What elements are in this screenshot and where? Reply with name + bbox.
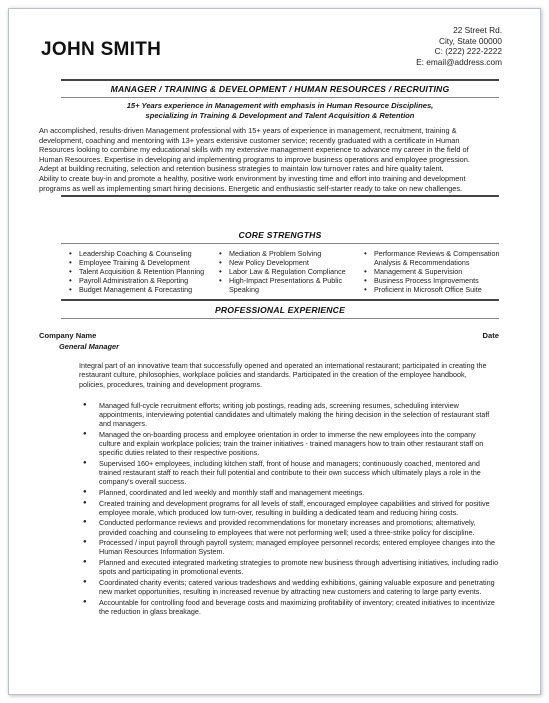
list-item: • Proficient in Microsoft Office Suite (364, 285, 504, 294)
address-line: 22 Street Rd. (453, 25, 502, 35)
list-item: • Budget Management & Forecasting (69, 285, 219, 294)
core-strengths-heading: CORE STRENGTHS (238, 230, 322, 240)
list-item: ● Created training and development programs for all levels of staff, encouraged employee capabilities and strived for positive employee morale, which produced low turn-over, resulting in building a dedicated team and reducing hiring costs. (79, 499, 499, 517)
summary-line: Human Resources. Expertise in developing and implementing programs to improve business operations and employee progression. (39, 154, 470, 164)
strengths-column (364, 249, 504, 294)
divider (61, 318, 499, 319)
summary-paragraph (39, 126, 499, 193)
headline: MANAGER / TRAINING & DEVELOPMENT / HUMAN RESOURCES / RECRUITING (110, 84, 450, 94)
summary-line: programs as well as implementing smart hiring decisions. Energetic and enthusiastic self-starter ready to take on new challenges. (39, 183, 463, 193)
intro-line: Integral part of an innovative team that successfully opened and operated an international restaurant; participated in creating the (79, 361, 487, 370)
divider (61, 97, 499, 98)
list-item: • Performance Reviews & Compensation Analysis & Recommendations (364, 249, 504, 267)
core-strengths-list (69, 249, 509, 294)
list-item: • Talent Acquisition & Retention Planning (69, 267, 219, 276)
list-item: ● Planned, coordinated and led weekly and monthly staff and management meetings. (79, 488, 499, 497)
list-item: • Mediation & Problem Solving (219, 249, 364, 258)
summary-line: Resources looking to combine my educational skills with my extensive management experience to advance my career in the field of (39, 145, 469, 155)
strengths-column (219, 249, 364, 294)
job-intro (79, 361, 499, 389)
list-item: ● Conducted performance reviews and provided recommendations for monetary increases and promotions; alternatively, provided coaching and counseling to employees that were not performing well; used a three-strike policy for discipline. (79, 518, 499, 536)
email-line: E: email@address.com (416, 56, 502, 67)
intro-line: policies, procedures, training and development programs. (79, 379, 262, 389)
duties-list (79, 401, 499, 617)
job-title: General Manager (59, 342, 119, 351)
contact-block (342, 25, 502, 67)
list-item: • Labor Law & Regulation Compliance (219, 267, 364, 276)
list-item: • High-Impact Presentations & Public Speaking (219, 276, 364, 294)
intro-line: restaurant culture, philosophies, workplace policies and standards. Participated in the creation of the employee handbook, (79, 370, 467, 380)
company-name: Company Name (39, 331, 97, 340)
subtitle-line: 15+ Years experience in Management with emphasis in Human Resource Disciplines, (126, 101, 434, 110)
list-item: ● Supervised 160+ employees, including kitchen staff, front of house and managers; continuously coached, mentored and trained restaurant staff to reach their full potential and contribute to their own success which ultimately plays a role in the company's overall success. (79, 459, 499, 487)
divider (61, 243, 499, 244)
strengths-column (69, 249, 219, 294)
list-item: ● Accountable for controlling food and beverage costs and maximizing profitability of inventory; created initiatives to incentivize the reduction in glass breakage. (79, 598, 499, 616)
list-item: • Leadership Coaching & Counseling (69, 249, 219, 258)
summary-line: Ability to create buy-in and promote a healthy, positive work environment by investing time and effort into training and development (39, 173, 466, 183)
summary-line: development, coaching and mentoring with 13+ years extensive customer service; recently graduated with a certificate in Human (39, 135, 460, 145)
divider (61, 79, 499, 81)
summary-line: An accomplished, results-driven Management professional with 15+ years of experience in management, recruitment, training & (39, 126, 457, 135)
list-item: ● Managed full-cycle recruitment efforts; writing job postings, reading ads, screening resumes, scheduling interview appointments, interviewing potential candidates and ultimately making the hiring decision in the selection of restaurant staff and managers. (79, 401, 499, 429)
job-date: Date (482, 331, 499, 340)
list-item: • New Policy Development (219, 258, 364, 267)
subtitle-line: specializing in Training & Development and Talent Acquisition & Retention (145, 111, 415, 121)
professional-experience-heading: PROFESSIONAL EXPERIENCE (214, 305, 346, 315)
resume-page (8, 8, 541, 695)
candidate-name: JOHN SMITH (41, 39, 162, 60)
list-item: ● Processed / input payroll through payroll system; managed employee personnel records; entered employee changes into the Human Resources Information System. (79, 538, 499, 556)
list-item: ● Managed the on-boarding process and employee orientation in order to immerse the new employees into the company culture and explain workplace policies; train the trainer initiatives - trained managers how to train other restaurant staff on specific duties related to their respective positions. (79, 430, 499, 458)
summary-line: Adept at building recruiting, selection and retention business strategies to maintain low turnover rates and hire quality talent. (39, 164, 444, 174)
phone-line: C: (222) 222-2222 (434, 46, 502, 57)
divider (61, 299, 499, 301)
job-header (39, 331, 499, 340)
city-line: City, State 00000 (438, 35, 502, 46)
list-item: ● Planned and executed integrated marketing strategies to promote new business through advertising initiatives, including radio spots and participating in promotional events. (79, 558, 499, 576)
list-item: • Management & Supervision (364, 267, 504, 276)
list-item: ● Coordinated charity events; catered various tradeshows and wedding exhibitions, gaining valuable exposure and penetrating new market opportunities, resulting in increased revenue by attracting new customers and catering to large party events. (79, 578, 499, 596)
list-item: • Payroll Administration & Reporting (69, 276, 219, 285)
list-item: • Business Process Improvements (364, 276, 504, 285)
experience-subtitle (61, 101, 499, 121)
list-item: • Employee Training & Development (69, 258, 219, 267)
divider (61, 195, 499, 197)
